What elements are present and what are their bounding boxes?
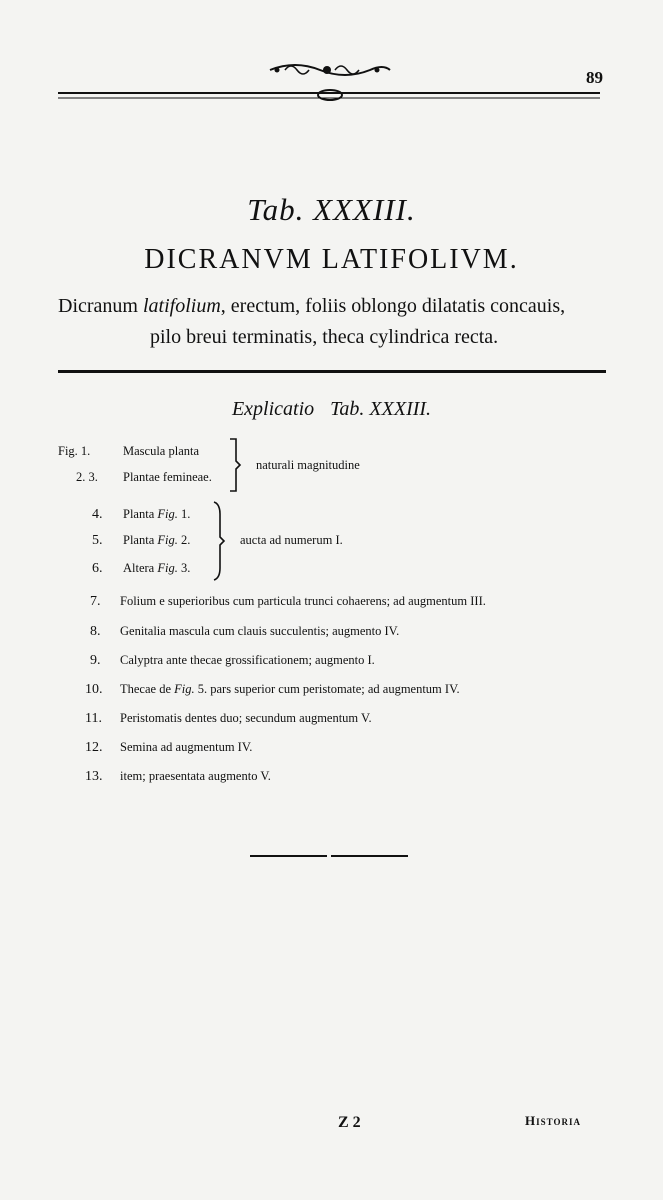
figure-text: Peristomatis dentes duo; secundum augmentum V. [120,711,372,725]
catchword: Historia [525,1113,581,1128]
figure-number: 2. 3. [76,470,98,484]
header-ornament [265,58,395,80]
figure-text: Thecae de Fig. 5. pars superior cum peristomate; ad augmentum IV. [120,682,460,696]
closing-rule-left [250,855,327,857]
figure-number: 9. [90,653,101,668]
figure-text: Plantae femineae. [123,470,212,484]
header-rule [58,88,600,102]
species-title: DICRANVM LATIFOLIVM. [144,244,519,275]
figure-text: Altera Fig. 3. [123,561,191,575]
table-title: Tab. XXXIII. [247,192,416,227]
description-line-2: pilo breui terminatis, theca cylindrica recta. [150,326,499,348]
figure-text: Genitalia mascula cum clauis succulentis; augmento IV. [120,624,400,638]
page-number: 89 [586,68,603,87]
figure-text: Mascula planta [123,444,200,458]
group-label: aucta ad numerum I. [240,533,343,547]
figure-text: Planta Fig. 2. [123,533,191,547]
figure-text: Folium e superioribus cum particula trunci cohaerens; ad augmentum III. [120,594,486,608]
figure-text: Calyptra ante thecae grossificationem; augmento I. [120,653,375,667]
section-rule [58,370,606,373]
figure-number: 12. [85,740,103,755]
closing-rule-right [331,855,408,857]
description-line-1: Dicranum latifolium, erectum, foliis oblongo dilatatis concauis, [58,295,566,317]
figure-number: 8. [90,624,101,639]
explicatio-heading: Explicatio Tab. XXXIII. [231,398,432,420]
brace [228,437,242,493]
figure-number: 6. [92,561,103,576]
figure-number: 11. [85,711,102,726]
figure-number: 7. [90,594,101,609]
figure-text: Planta Fig. 1. [123,507,191,521]
figure-number: 10. [85,682,103,697]
figure-text: Semina ad augmentum IV. [120,740,253,754]
group-label: naturali magnitudine [256,458,360,472]
signature-mark: Z 2 [338,1114,361,1131]
figure-number: 5. [92,533,103,548]
figure-text: item; praesentata augmento V. [120,769,271,783]
brace [212,500,226,582]
figure-number: Fig. 1. [58,444,91,458]
figure-number: 13. [85,769,103,784]
figure-number: 4. [92,507,103,522]
